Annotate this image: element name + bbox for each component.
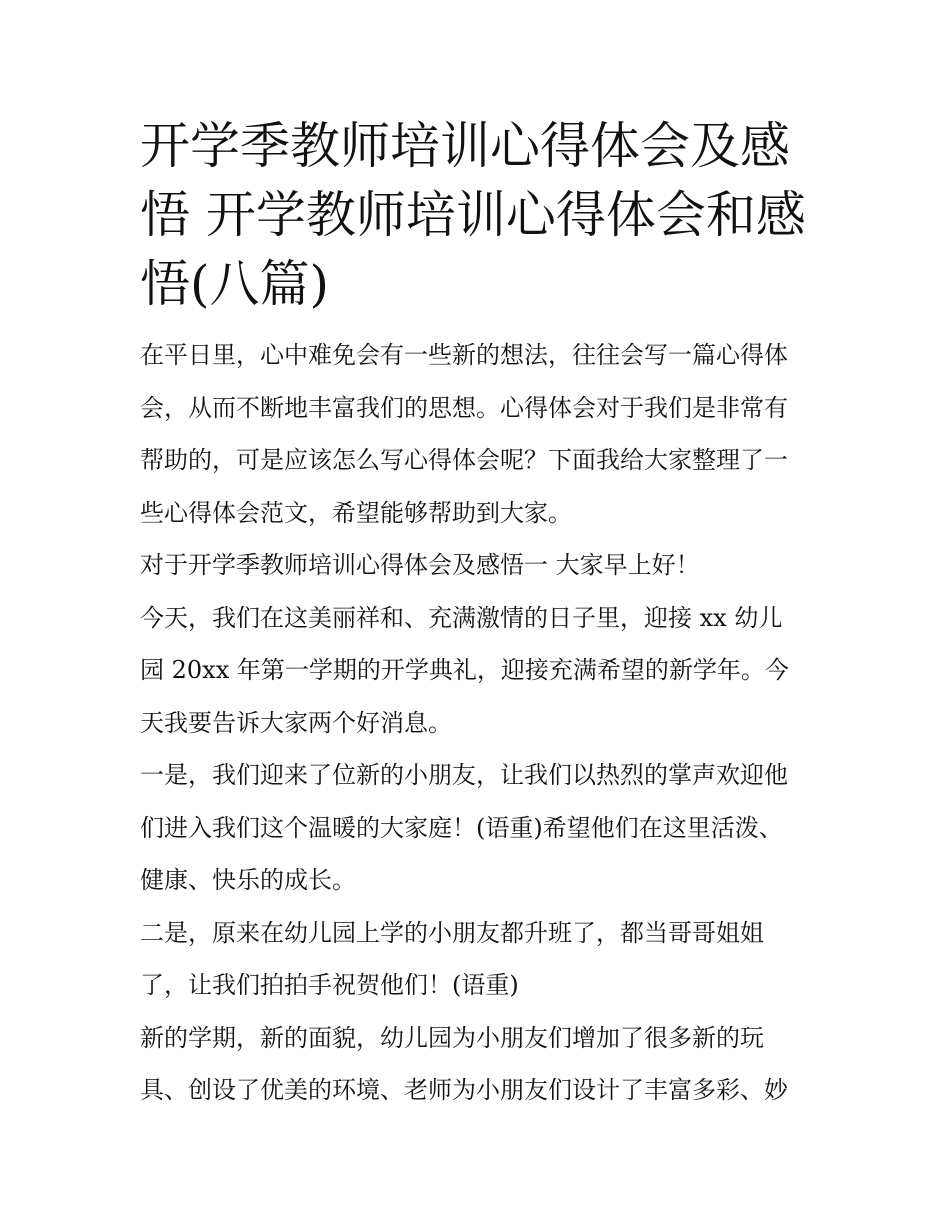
- title-line: 悟(八篇): [140, 255, 330, 313]
- body-line: 今天，我们在这美丽祥和、充满激情的日子里，迎接 xx 幼儿: [140, 603, 783, 632]
- body-line: 在平日里，心中难免会有一些新的想法，往往会写一篇心得体: [140, 341, 788, 369]
- document-title: [140, 112, 820, 319]
- body-line: 了，让我们拍拍手祝贺他们！(语重): [140, 971, 519, 999]
- body-line: 些心得体会范文，希望能够帮助到大家。: [140, 498, 572, 527]
- body-line: 健康、快乐的成长。: [140, 866, 356, 894]
- body-line: 帮助的，可是应该怎么写心得体会呢？下面我给大家整理了一: [140, 446, 788, 474]
- body-line: 对于开学季教师培训心得体会及感悟一 大家早上好！: [140, 551, 700, 579]
- document-body: [140, 329, 820, 1117]
- body-line: 具、创设了优美的环境、老师为小朋友们设计了丰富多彩、妙: [140, 1076, 788, 1104]
- document-page: [140, 112, 820, 1117]
- body-line: 天我要告诉大家两个好消息。: [140, 708, 452, 737]
- body-line: 们进入我们这个温暖的大家庭！(语重)希望他们在这里活泼、: [140, 813, 783, 842]
- body-line: 一是，我们迎来了位新的小朋友，让我们以热烈的掌声欢迎他: [140, 761, 788, 789]
- body-line: 二是，原来在幼儿园上学的小朋友都升班了，都当哥哥姐姐: [140, 918, 764, 947]
- title-line: 悟 开学教师培训心得体会和感: [140, 186, 806, 244]
- body-line: 新的学期，新的面貌，幼儿园为小朋友们增加了很多新的玩: [140, 1023, 764, 1052]
- body-line: 园 20xx 年第一学期的开学典礼，迎接充满希望的新学年。今: [140, 656, 789, 684]
- title-line: 开学季教师培训心得体会及感: [140, 117, 790, 175]
- body-line: 会，从而不断地丰富我们的思想。心得体会对于我们是非常有: [140, 393, 788, 422]
